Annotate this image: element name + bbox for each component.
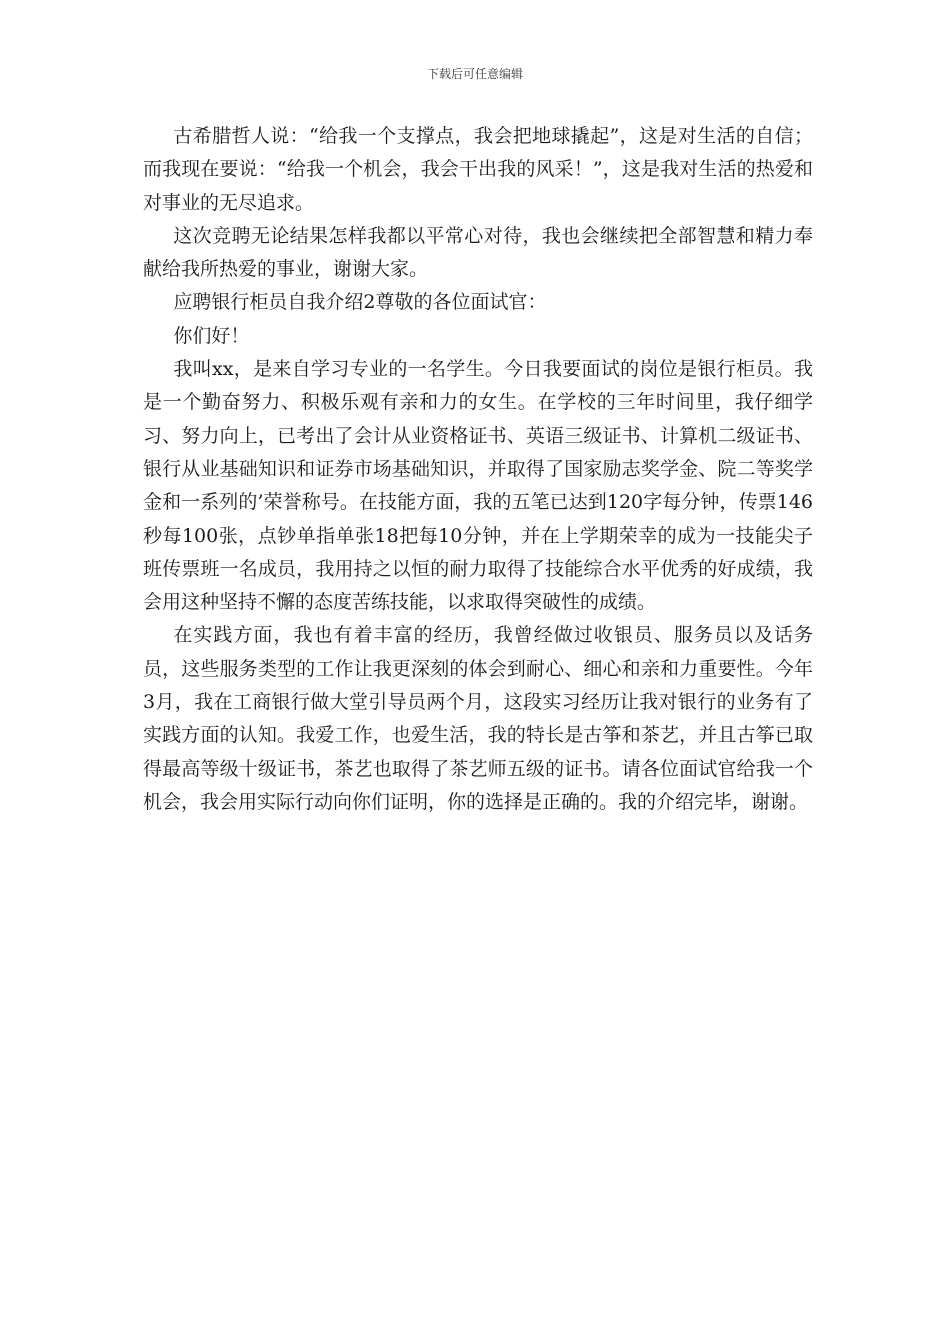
- paragraph-closing-thanks: 这次竞聘无论结果怎样我都以平常心对待，我也会继续把全部智慧和精力奉献给我所热爱的事业，谢谢大家。: [143, 224, 813, 281]
- paragraph-greeting: 你们好！: [173, 324, 250, 347]
- page-header: 下载后可任意编辑: [426, 67, 523, 81]
- document-body: [143, 120, 813, 819]
- paragraph-section-title: 应聘银行柜员自我介绍2尊敬的各位面试官：: [173, 291, 547, 314]
- paragraph-practice-experience: 在实践方面，我也有着丰富的经历，我曾经做过收银员、服务员以及话务员，这些服务类型的工作让我更深刻的体会到耐心、细心和亲和力重要性。今年3月，我在工商银行做大堂引导员两个月，这段实习经历让我对银行的业务有了实践方面的认知。我爱工作，也爱生活，我的特长是古筝和茶艺，并且古筝已取得最高等级十级证书，茶艺也取得了茶艺师五级的证书。请各位面试官给我一个机会，我会用实际行动向你们证明，你的选择是正确的。我的介绍完毕，谢谢。: [143, 624, 813, 813]
- paragraph-philosopher-quote: 古希腊哲人说：“给我一个支撑点，我会把地球撬起”，这是对生活的自信；而我现在要说：“给我一个机会，我会干出我的风采！”，这是我对生活的热爱和对事业的无尽追求。: [143, 125, 813, 214]
- paragraph-self-introduction: 我叫xx，是来自学习专业的一名学生。今日我要面试的岗位是银行柜员。我是一个勤奋努力、积极乐观有亲和力的女生。在学校的三年时间里，我仔细学习、努力向上，已考出了会计从业资格证书、英语三级证书、计算机二级证书、银行从业基础知识和证券市场基础知识，并取得了国家励志奖学金、院二等奖学金和一系列的’荣誉称号。在技能方面，我的五笔已达到120字每分钟，传票146秒每100张，点钞单指单张18把每10分钟，并在上学期荣幸的成为一技能尖子班传票班一名成员，我用持之以恒的耐力取得了技能综合水平优秀的好成绩，我会用这种坚持不懈的态度苦练技能，以求取得突破性的成绩。: [143, 358, 813, 614]
